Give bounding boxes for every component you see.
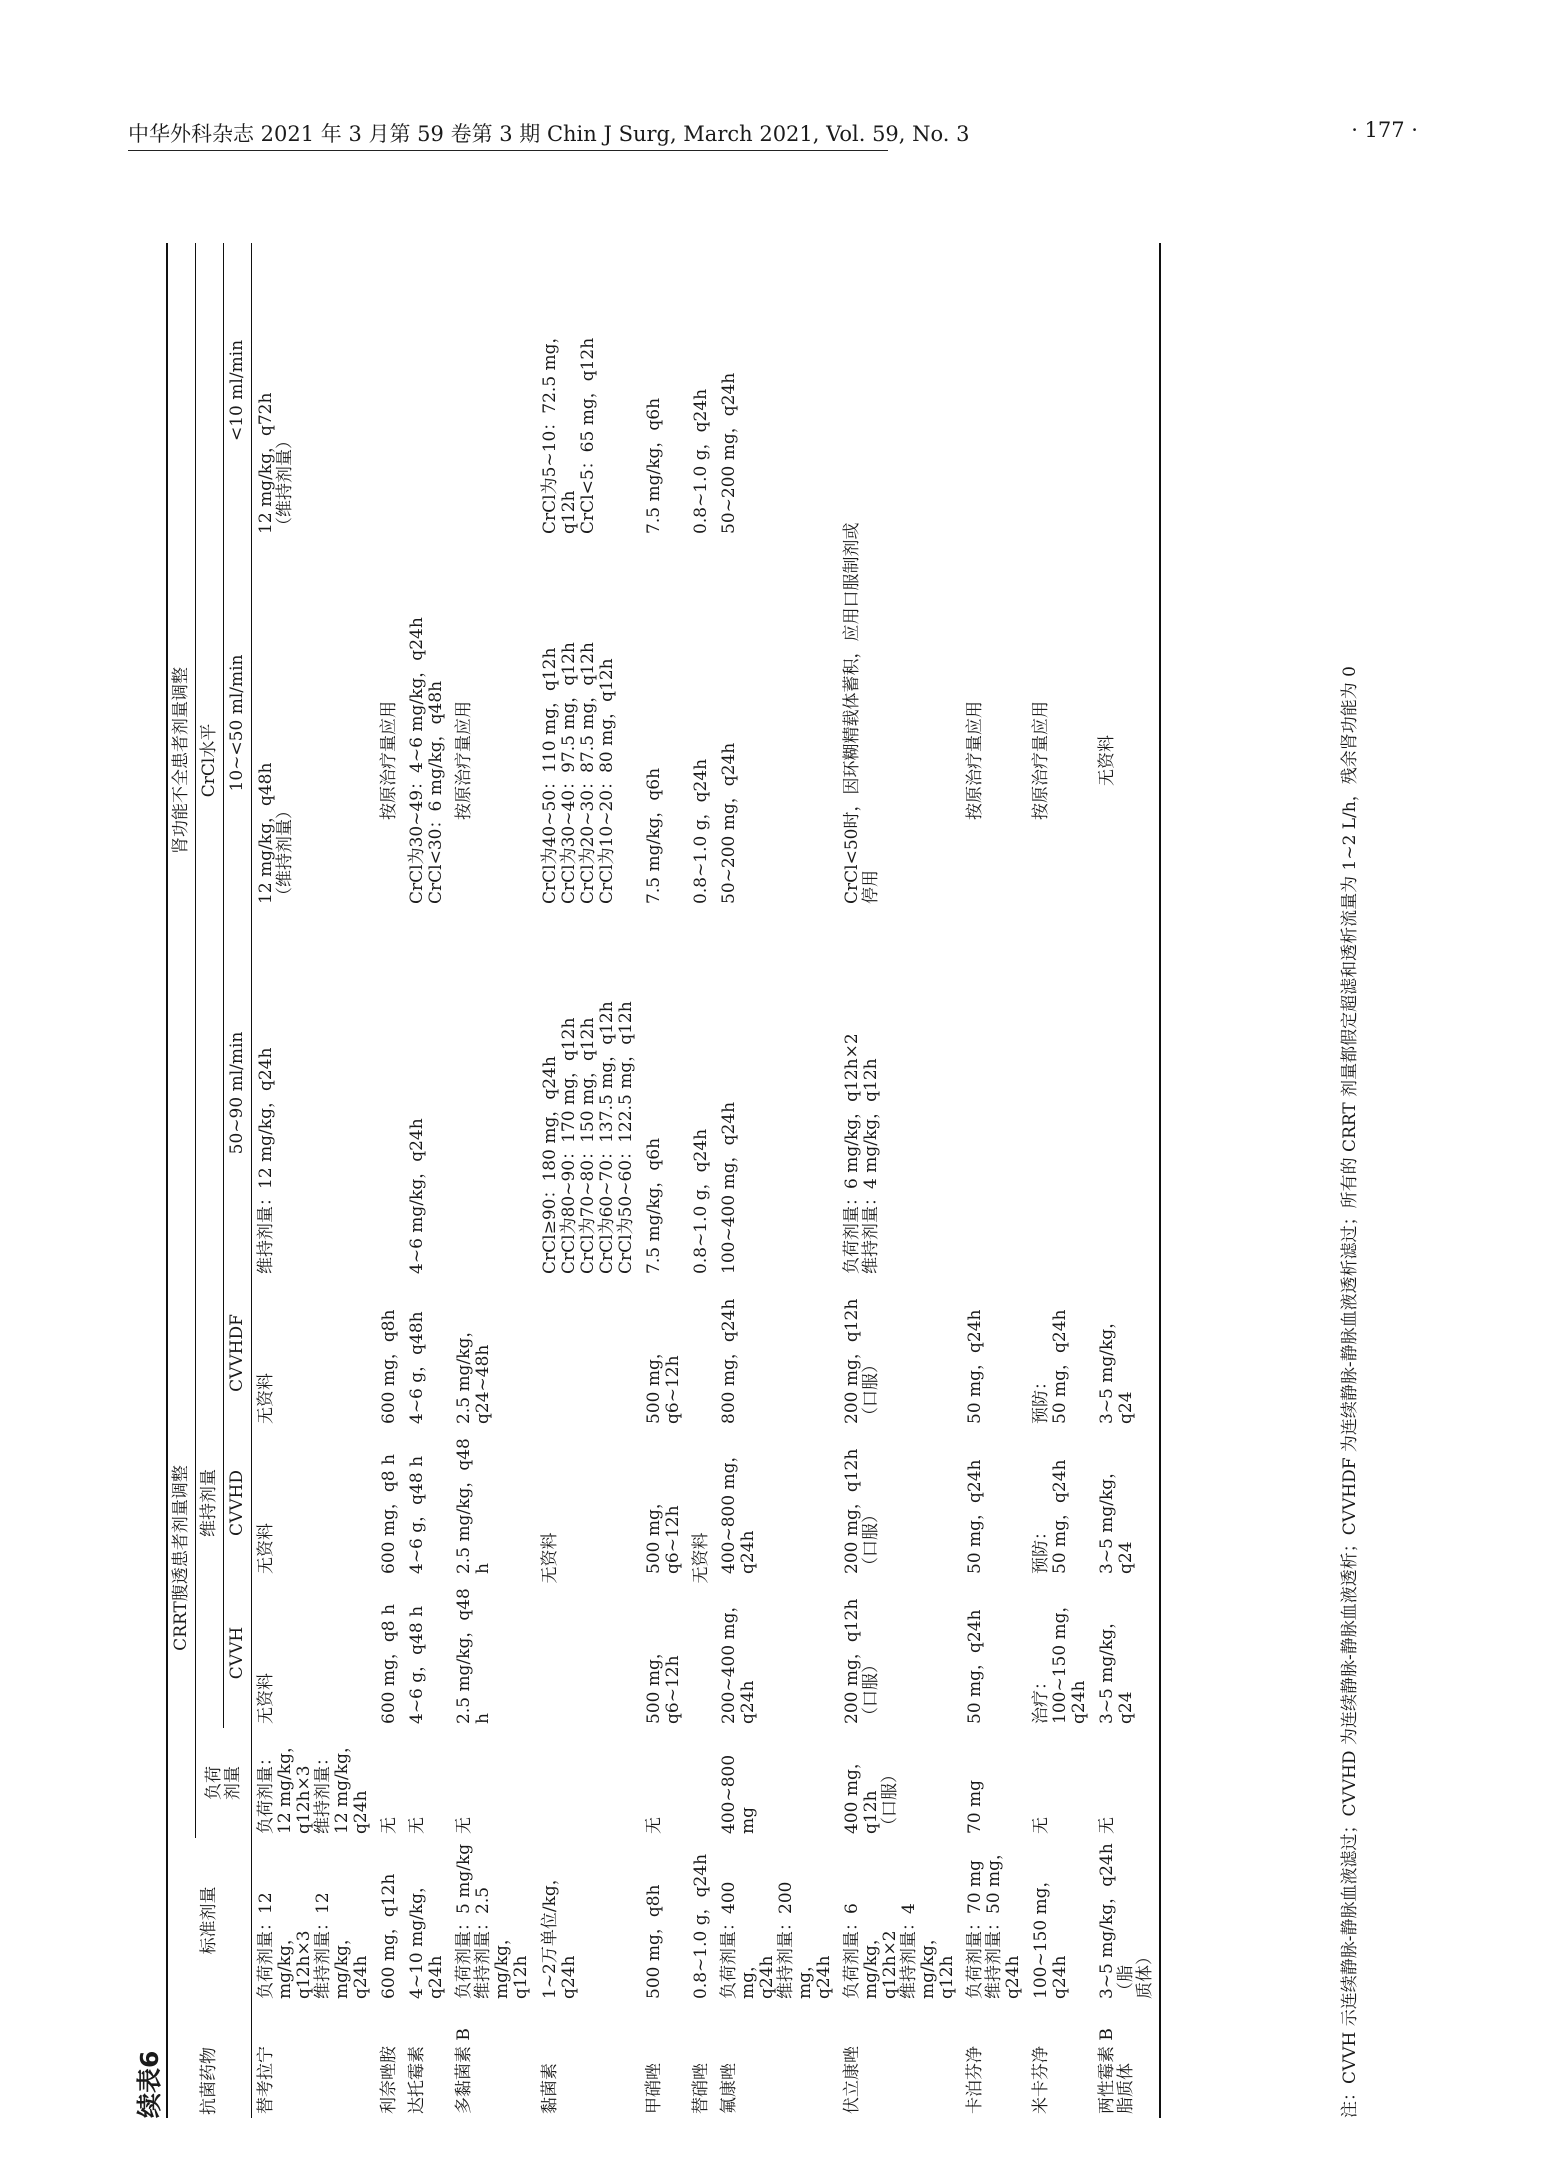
cell-cvvh: 无资料 <box>256 1673 277 1724</box>
cell-loading: 400~800 mg <box>718 1754 758 1834</box>
cell-cvvhd: 4~6 g，q48 h <box>407 1455 428 1574</box>
cell-cvvh: 3~5 mg/kg，q24 <box>1093 1578 1160 1728</box>
table-row <box>375 243 403 2118</box>
cell-renal-merged: 按原治疗量应用 <box>454 700 475 820</box>
cell-cvvhdf: 800 mg，q24h <box>718 1298 739 1424</box>
header-standard-dose: 标准剂量 <box>167 1838 252 2003</box>
cell-crrt-merged: 无资料 <box>690 1532 711 1584</box>
header-crcl-10-50: 10~<50 ml/min <box>224 538 252 908</box>
cell-crcl-50-90: 100~400 mg，q24h <box>718 1101 739 1274</box>
table-row <box>961 243 1027 2118</box>
cell-loading: 无 <box>1093 1728 1160 1838</box>
cell-crcl-10-50: 7.5 mg/kg，q6h <box>643 767 664 904</box>
header-crrt: CRRT腹透患者剂量调整 <box>167 1278 196 1838</box>
cell-standard: 负荷剂量：12 mg/kg， q12h×3 维持剂量：12 mg/kg， q24h <box>256 1892 372 1999</box>
header-cvvhdf: CVVHDF <box>224 1278 252 1428</box>
cell-drug: 米卡芬净 <box>1031 2046 1052 2114</box>
cell-cvvhd: 400~800 mg，q24h <box>718 1445 758 1574</box>
table-row <box>1027 243 1093 2118</box>
cell-renal-merged: 无资料 <box>1093 243 1160 1278</box>
header-cvvhd: CVVHD <box>224 1428 252 1578</box>
cell-standard: 100~150 mg，q24h <box>1031 1870 1071 1999</box>
cell-standard: 500 mg，q8h <box>643 1884 664 1999</box>
cell-renal-merged: 按原治疗量应用 <box>1031 700 1052 820</box>
table-footnote: 注：CVVH 示连续静脉-静脉血液滤过；CVVHD 为连续静脉-静脉血液透析；CVVHDF 为连续静脉-静脉血液透析滤过；所有的 CRRT 剂量都假定超滤和透析流量为 1~2 L/h，残余肾功能为 0 <box>1340 666 1360 2118</box>
cell-renal-merged: 按原治疗量应用 <box>379 700 400 820</box>
table-caption: 续表6 <box>135 2050 164 2118</box>
cell-loading: 400 mg，q12h （口服） <box>841 1752 900 1834</box>
cell-crcl-under-10: 50~200 mg，q24h <box>718 372 739 534</box>
cell-drug: 替硝唑 <box>690 2063 711 2114</box>
cell-cvvh: 500 mg，q6~12h <box>643 1642 683 1724</box>
cell-drug: 氟康唑 <box>718 2063 739 2114</box>
cell-crcl-under-10: CrCl为5~10：72.5 mg， q12h CrCl<5：65 mg，q12h <box>539 326 598 534</box>
cell-cvvhdf: 600 mg，q8h <box>379 1309 400 1424</box>
cell-cvvhdf: 2.5 mg/kg，q24~48h <box>454 1320 494 1424</box>
table-row <box>640 243 687 2118</box>
cell-standard: 负荷剂量：5 mg/kg 维持剂量：2.5 mg/kg， q12h <box>454 1843 532 1999</box>
table-row <box>715 243 838 2118</box>
table-row <box>536 243 640 2118</box>
dosage-table <box>166 243 1161 2118</box>
cell-loading: 无 <box>407 1817 428 1834</box>
cell-drug: 伏立康唑 <box>841 2046 862 2114</box>
cell-loading: 70 mg <box>965 1779 986 1834</box>
cell-cvvhd: 200 mg，q12h （口服） <box>841 1448 881 1574</box>
table-row <box>403 243 450 2118</box>
cell-cvvhd: 2.5 mg/kg，q48 h <box>454 1438 494 1574</box>
cell-cvvh: 50 mg，q24h <box>965 1609 986 1724</box>
page-number: · 177 · <box>1351 118 1418 142</box>
cell-standard: 1~2万单位/kg，q24h <box>539 1868 579 1999</box>
cell-cvvhd: 500 mg，q6~12h <box>643 1492 683 1574</box>
cell-crrt-merged: 无资料 <box>539 1532 560 1584</box>
cell-cvvh: 2.5 mg/kg，q48 h <box>454 1588 494 1724</box>
cell-cvvhd: 无资料 <box>256 1523 277 1574</box>
cell-crcl-10-50: 12 mg/kg，q48h （维持剂量） <box>256 762 296 904</box>
cell-crcl-under-10: 12 mg/kg，q72h （维持剂量） <box>256 392 296 534</box>
header-loading-dose: 负荷 剂量 <box>196 1728 252 1838</box>
cell-standard: 0.8~1.0 g，q24h <box>690 1853 711 1999</box>
cell-standard: 3~5 mg/kg，q24h（脂 质体） <box>1093 1838 1160 2003</box>
table-row <box>252 243 376 2118</box>
cell-cvvhd: 预防： 50 mg，q24h <box>1031 1459 1071 1574</box>
cell-standard: 负荷剂量：70 mg 维持剂量：50 mg， q24h <box>965 1842 1024 1999</box>
cell-loading: 无 <box>1031 1817 1052 1834</box>
cell-drug: 卡泊芬净 <box>965 2046 986 2114</box>
header-crcl-under-10: <10 ml/min <box>224 243 252 538</box>
cell-standard: 负荷剂量：6 mg/kg， q12h×2 维持剂量：4 mg/kg， q12h <box>841 1903 958 1999</box>
cell-cvvhdf: 3~5 mg/kg，q24 <box>1093 1278 1160 1428</box>
cell-renal-merged: 按原治疗量应用 <box>965 700 986 820</box>
cell-cvvh: 4~6 g，q48 h <box>407 1605 428 1724</box>
cell-drug: 两性霉素 B 脂质体 <box>1093 2003 1160 2118</box>
cell-drug: 替考拉宁 <box>256 2046 277 2114</box>
table-row <box>687 243 715 2118</box>
cell-cvvhd: 50 mg，q24h <box>965 1459 986 1574</box>
rotated-table-page <box>130 218 1360 2118</box>
cell-cvvhd: 600 mg，q8 h <box>379 1454 400 1574</box>
cell-cvvh: 200 mg，q12h （口服） <box>841 1598 881 1724</box>
table-row <box>1093 243 1160 2118</box>
cell-cvvhdf: 无资料 <box>256 1373 277 1424</box>
cell-drug: 利奈唑胺 <box>379 2046 400 2114</box>
journal-citation: 中华外科杂志 2021 年 3 月第 59 卷第 3 期 Chin J Surg, March 2021, Vol. 59, No. 3 <box>128 122 970 146</box>
header-cvvh: CVVH <box>224 1578 252 1728</box>
cell-standard: 4~10 mg/kg，q24h <box>407 1875 447 1999</box>
cell-standard: 负荷剂量：400 mg， q24h 维持剂量：200 mg， q24h <box>718 1881 834 1999</box>
cell-crcl-under-10: 7.5 mg/kg，q6h <box>643 397 664 534</box>
cell-crcl-under-50: CrCl<50时，因环糊精载体蓄积，应用口服制剂或 停用 <box>841 522 881 904</box>
cell-loading: 无 <box>643 1817 664 1834</box>
cell-cvvhdf: 200 mg，q12h（口服） <box>841 1298 881 1424</box>
cell-loading: 无 <box>379 1817 400 1834</box>
cell-crcl-10-50: 0.8~1.0 g，q24h <box>690 758 711 904</box>
header-crcl-level: CrCl水平 <box>196 243 224 1278</box>
cell-cvvhdf: 50 mg，q24h <box>965 1309 986 1424</box>
cell-cvvh: 600 mg，q8 h <box>379 1604 400 1724</box>
cell-crcl-10-50: CrCl为40~50：110 mg，q12h CrCl为30~40：97.5 mg，q12h CrCl为20~30：87.5 mg，q12h CrCl为10~20：80 mg，q12h <box>539 642 617 904</box>
cell-cvvhd: 3~5 mg/kg，q24 <box>1093 1428 1160 1578</box>
cell-cvvhdf: 500 mg，q6~12h <box>643 1342 683 1424</box>
cell-loading: 无 <box>454 1817 475 1834</box>
cell-cvvhdf: 预防： 50 mg，q24h <box>1031 1309 1071 1424</box>
cell-crcl-50-90: 7.5 mg/kg，q6h <box>643 1137 664 1274</box>
header-crcl-50-90: 50~90 ml/min <box>224 908 252 1278</box>
cell-drug: 达托霉素 <box>407 2046 428 2114</box>
cell-cvvh: 治疗： 100~150 mg，q24h <box>1031 1595 1090 1724</box>
cell-loading: 负荷剂量： 12 mg/kg， q12h×3 维持剂量： 12 mg/kg， q24h <box>256 1736 372 1834</box>
cell-crcl-under-50: CrCl为30~49：4~6 mg/kg，q24h CrCl<30：6 mg/kg，q48h <box>407 617 447 904</box>
cell-cvvh: 200~400 mg，q24h <box>718 1595 758 1724</box>
header-drug: 抗菌药物 <box>167 2003 252 2118</box>
cell-crcl-50-90: CrCl≥90：180 mg，q24h CrCl为80~90：170 mg，q12h CrCl为70~80：150 mg，q12h CrCl为60~70：137.5 mg，q12h CrCl为50~60：122.5 mg，q12h <box>539 1001 636 1274</box>
header-maintenance-dose: 维持剂量 <box>196 1278 224 1728</box>
table-row <box>838 243 961 2118</box>
cell-drug: 黏菌素 <box>539 2063 560 2114</box>
table-row <box>450 243 535 2118</box>
cell-crcl-50-90: 4~6 mg/kg，q24h <box>407 1118 428 1274</box>
page-header <box>128 118 1418 158</box>
header-rule <box>128 150 888 151</box>
cell-crcl-50-90: 0.8~1.0 g，q24h <box>690 1128 711 1274</box>
cell-cvvhdf: 4~6 g，q48h <box>407 1311 428 1424</box>
cell-drug: 多黏菌素 B <box>454 2028 475 2114</box>
cell-crcl-50-90: 负荷剂量：6 mg/kg，q12h×2 维持剂量：4 mg/kg，q12h <box>841 1033 881 1274</box>
cell-crcl-10-50: 50~200 mg，q24h <box>718 742 739 904</box>
cell-crcl-under-10: 0.8~1.0 g，q24h <box>690 388 711 534</box>
cell-crcl-50-90: 维持剂量：12 mg/kg，q24h <box>256 1047 277 1274</box>
cell-drug: 甲硝唑 <box>643 2063 664 2114</box>
header-renal: 肾功能不全患者剂量调整 <box>167 243 196 1278</box>
cell-standard: 600 mg，q12h <box>379 1873 400 1999</box>
